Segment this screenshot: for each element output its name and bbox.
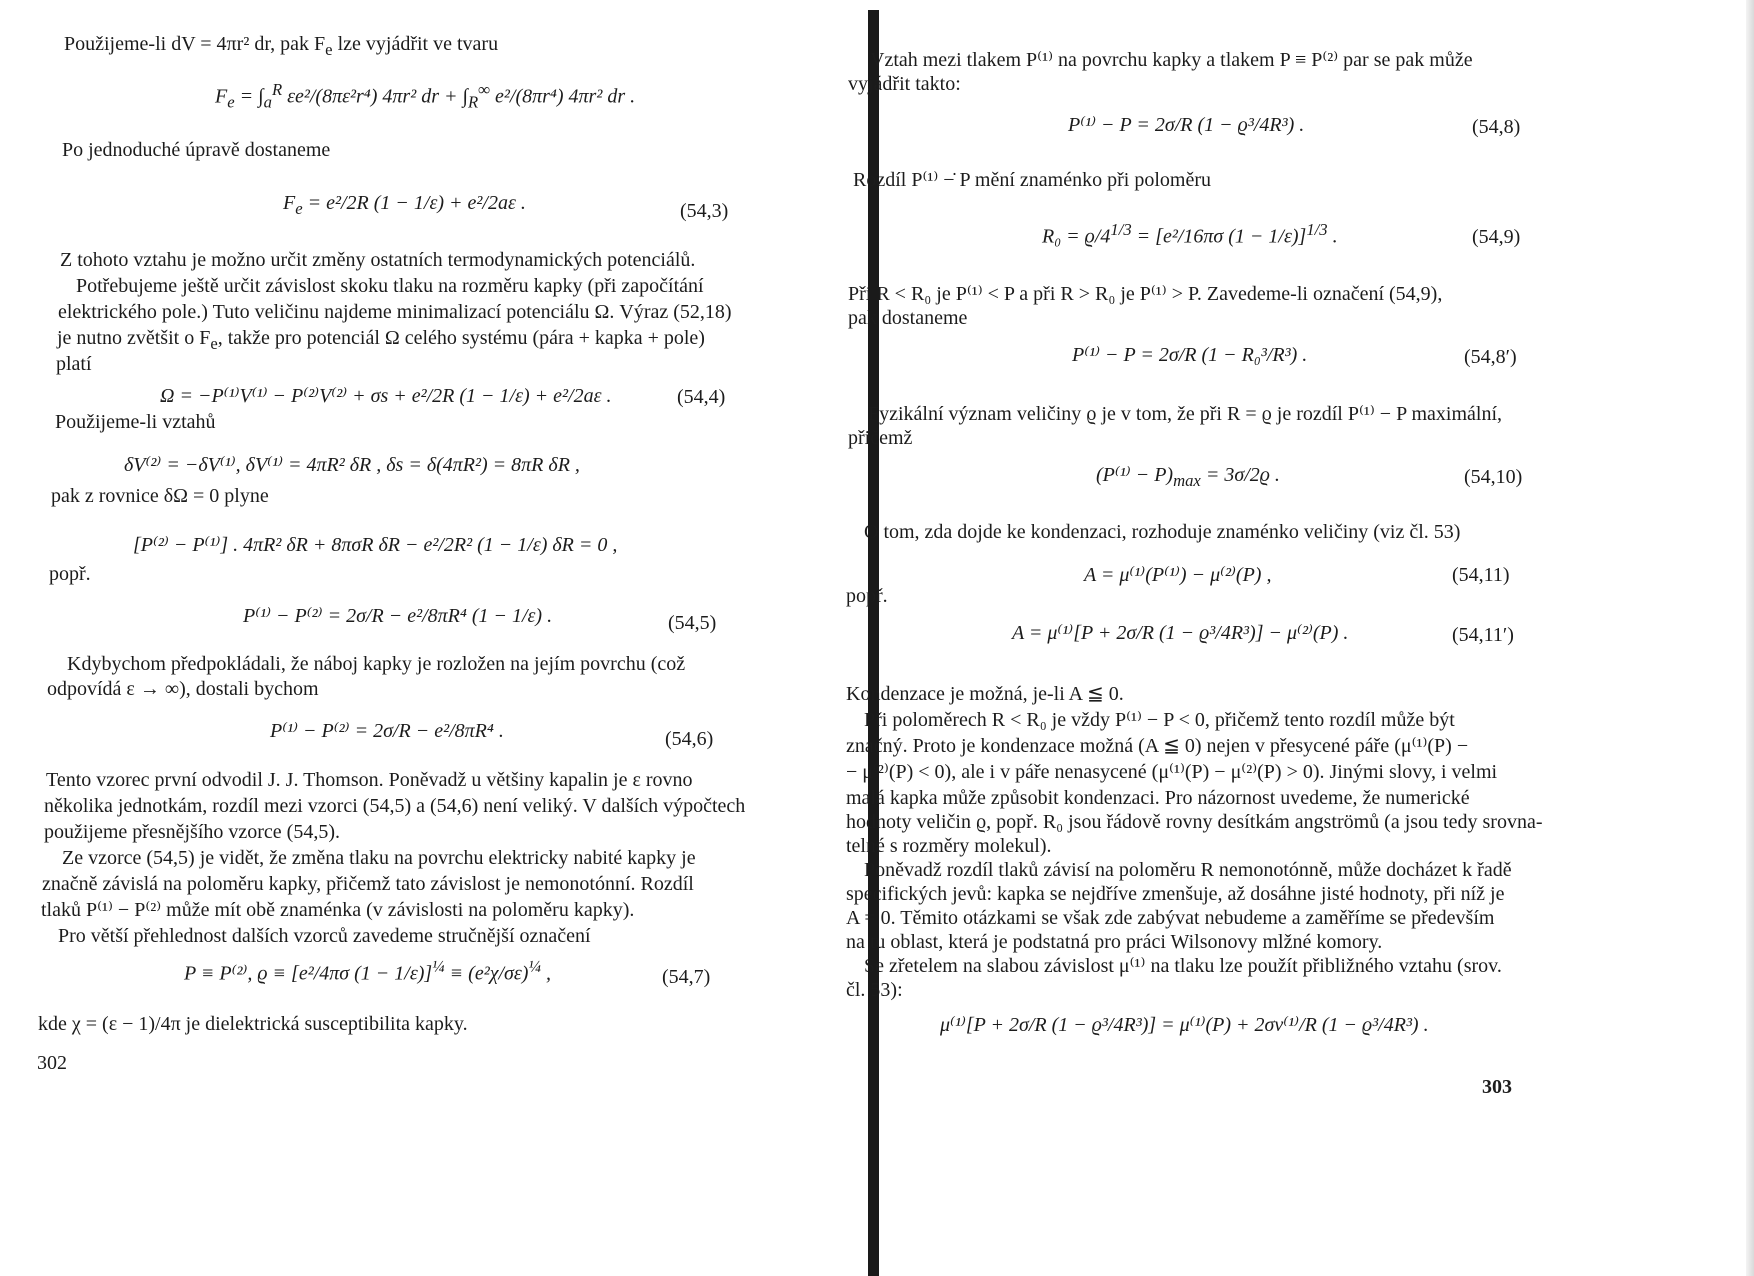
right-line-9: popř.: [846, 585, 888, 607]
right-line-18: specifických jevů: kapka se nejdříve zmenšuje, až dosáhne jisté hodnoty, při níž je: [846, 883, 1505, 905]
right-line-2: vyjádřit takto:: [848, 73, 961, 95]
right-line-7: přičemž: [848, 427, 913, 449]
equation-fe-integral: $F_e = \int_a^R$ εe²/(8πε²r⁴) 4πr² dr + $\int_R^\infty$ e²/(8πr⁴) 4πr² dr .: [215, 80, 636, 112]
page-edge: [1746, 0, 1754, 1276]
equation-54-7: P ≡ P⁽²⁾, ϱ ≡ [e²/4πσ $(1 - 1/\varepsilon)]^{\frac{1}{4}} \equiv (e^2\chi/\sigma\varepsilon)^{\frac{1}{4}}$ ,: [184, 957, 551, 985]
eq-number-54-11-prime: (54,11′): [1452, 624, 1514, 646]
right-line-16: telné s rozměry molekul).: [846, 835, 1052, 857]
left-line-15: použijeme přesnějšího vzorce (54,5).: [44, 821, 341, 843]
eq-number-54-9: (54,9): [1472, 226, 1521, 248]
left-line-3: Z tohoto vztahu je možno určit změny ostatních termodynamických potenciálů.: [60, 249, 696, 271]
equation-54-4: Ω = −P⁽¹⁾V⁽¹⁾ − P⁽²⁾V⁽²⁾ + σs + e²/2R (1 − 1/ε) + e²/2aε .: [160, 385, 612, 407]
eq-number-54-3: (54,3): [680, 200, 729, 222]
left-line-10: popř.: [49, 563, 91, 585]
page-number-right: 303: [1482, 1076, 1512, 1098]
right-line-6: Fyzikální význam veličiny ϱ je v tom, že při R = ϱ je rozdíl P⁽¹⁾ − P maximální,: [868, 403, 1502, 425]
eq-number-54-11: (54,11): [1452, 564, 1510, 586]
page-number-left: 302: [37, 1052, 67, 1074]
equation-54-5: P⁽¹⁾ − P⁽²⁾ = 2σ/R − e²/8πR⁴ (1 − 1/ε) .: [243, 605, 553, 627]
eq-number-54-6: (54,6): [665, 728, 714, 750]
left-line-1: Použijeme-li dV = 4πr² dr, pak $F_e$ lze vyjádřit ve tvaru: [64, 33, 499, 59]
right-line-13: − μ⁽²⁾(P) < 0), ale i v páře nenasycené (μ⁽¹⁾(P) − μ⁽²⁾(P) > 0). Jinými slovy, i velmi: [846, 761, 1498, 783]
equation-variations: δV⁽²⁾ = −δV⁽¹⁾, δV⁽¹⁾ = 4πR² δR , δs = δ(4πR²) = 8πR δR ,: [124, 454, 580, 476]
equation-54-8: P⁽¹⁾ − P = 2σ/R (1 − ϱ³/4R³) .: [1068, 114, 1305, 136]
left-line-4: Potřebujeme ještě určit závislost skoku tlaku na rozměru kapky (při započítání: [76, 275, 704, 297]
right-line-22: čl. 53):: [846, 979, 903, 1001]
left-line-14: několika jednotkám, rozdíl mezi vzorci (54,5) a (54,6) není veliký. V dalších výpočtech: [44, 795, 746, 817]
right-line-11: Při poloměrech R < R₀ je vždy P⁽¹⁾ − P < 0, přičemž tento rozdíl může být: [864, 709, 1455, 731]
right-line-10: Kondenzace je možná, je-li A ≦ 0.: [846, 683, 1124, 705]
equation-54-6: P⁽¹⁾ − P⁽²⁾ = 2σ/R − e²/8πR⁴ .: [270, 720, 504, 742]
eq-number-54-4: (54,4): [677, 386, 726, 408]
eq-number-54-8: (54,8): [1472, 116, 1521, 138]
equation-54-3: $F_e = e^2/2R$ (1 − 1/ε) + e²/2aε .: [283, 192, 526, 218]
equation-54-11: A = μ⁽¹⁾(P⁽¹⁾) − μ⁽²⁾(P) ,: [1084, 564, 1272, 586]
equation-54-9: $R_0 = ϱ/4^{1/3} = [e^2/16\pi\sigma$ (1 − 1/ε)]$^{1/3}$ .: [1042, 220, 1338, 248]
left-line-16: Ze vzorce (54,5) je vidět, že změna tlaku na povrchu elektricky nabité kapky je: [62, 847, 696, 869]
book-spine: [868, 10, 879, 1276]
right-line-8: O tom, zda dojde ke kondenzaci, rozhoduje znaménko veličiny (viz čl. 53): [864, 521, 1461, 543]
left-line-11: Kdybychom předpokládali, že náboj kapky je rozložen na jejím povrchu (což: [67, 653, 686, 675]
left-line-9: pak z rovnice δΩ = 0 plyne: [51, 485, 269, 507]
right-line-21: Se zřetelem na slabou závislost μ⁽¹⁾ na tlaku lze použít přibližného vztahu (srov.: [864, 955, 1502, 977]
eq-number-54-7: (54,7): [662, 966, 711, 988]
left-line-18: tlaků P⁽¹⁾ − P⁽²⁾ může mít obě znaménka (v závislosti na poloměru kapky).: [41, 899, 635, 921]
right-line-4: Při R < R₀ je P⁽¹⁾ < P a při R > R₀ je P⁽¹⁾ > P. Zavedeme-li označení (54,9),: [848, 283, 1443, 305]
left-line-19: Pro větší přehlednost dalších vzorců zavedeme stručnější označení: [58, 925, 591, 947]
right-line-20: na tu oblast, která je podstatná pro práci Wilsonovy mlžné komory.: [846, 931, 1383, 953]
right-line-3: Rozdíl P⁽¹⁾ −̇ P mění znaménko při poloměru: [853, 169, 1211, 191]
right-line-12: značný. Proto je kondenzace možná (A ≦ 0) nejen v přesycené páře (μ⁽¹⁾(P) −: [846, 735, 1469, 757]
left-line-8: Použijeme-li vztahů: [55, 411, 216, 433]
left-line-17: značně závislá na poloměru kapky, přičemž tato závislost je nemonotónní. Rozdíl: [42, 873, 694, 895]
equation-54-11-prime: A = μ⁽¹⁾[P + 2σ/R (1 − ϱ³/4R³)] − μ⁽²⁾(P) .: [1012, 622, 1349, 644]
right-line-14: malá kapka může způsobit kondenzaci. Pro názornost uvedeme, že numerické: [846, 787, 1470, 809]
left-line-12: odpovídá ε → ∞), dostali bychom: [47, 678, 319, 700]
left-line-7: platí: [56, 353, 92, 375]
left-line-6: je nutno zvětšit o $F_e$, takže pro potenciál Ω celého systému (pára + kapka + pole): [57, 327, 705, 353]
equation-54-8-prime: P⁽¹⁾ − P = 2σ/R (1 − R₀³/R³) .: [1072, 344, 1308, 366]
right-line-17: Poněvadž rozdíl tlaků závisí na poloměru R nemonotónně, může docházet k řadě: [864, 859, 1512, 881]
equation-54-10: $(P^{(1)} - P)_{max} = 3\sigma/2ϱ$ .: [1096, 464, 1280, 490]
right-line-19: A = 0. Těmito otázkami se však zde zabývat nebudeme a zaměříme se především: [846, 907, 1495, 929]
left-line-5: elektrického pole.) Tuto veličinu najdeme minimalizací potenciálu Ω. Výraz (52,18): [58, 301, 732, 323]
equation-delta-omega: [P⁽²⁾ − P⁽¹⁾] . 4πR² δR + 8πσR δR − e²/2R² (1 − 1/ε) δR = 0 ,: [133, 534, 618, 556]
left-line-20: kde χ = (ε − 1)/4π je dielektrická susceptibilita kapky.: [38, 1013, 468, 1035]
left-line-2: Po jednoduché úpravě dostaneme: [62, 139, 331, 161]
eq-number-54-8-prime: (54,8′): [1464, 346, 1517, 368]
equation-approx: μ⁽¹⁾[P + 2σ/R (1 − ϱ³/4R³)] = μ⁽¹⁾(P) + 2σv⁽¹⁾/R (1 − ϱ³/4R³) .: [940, 1014, 1429, 1036]
eq-number-54-5: (54,5): [668, 612, 717, 634]
right-line-1: Vztah mezi tlakem P⁽¹⁾ na povrchu kapky a tlakem P ≡ P⁽²⁾ par se pak může: [870, 49, 1473, 71]
right-page: [846, 0, 1754, 1276]
right-line-5: pak dostaneme: [848, 307, 968, 329]
left-line-13: Tento vzorec první odvodil J. J. Thomson. Poněvadž u většiny kapalin je ε rovno: [46, 769, 693, 791]
right-line-15: hodnoty veličin ϱ, popř. R₀ jsou řádově rovny desítkám angströmů (a jsou tedy srovna-: [846, 811, 1543, 833]
eq-number-54-10: (54,10): [1464, 466, 1523, 488]
left-page: [0, 0, 870, 1276]
